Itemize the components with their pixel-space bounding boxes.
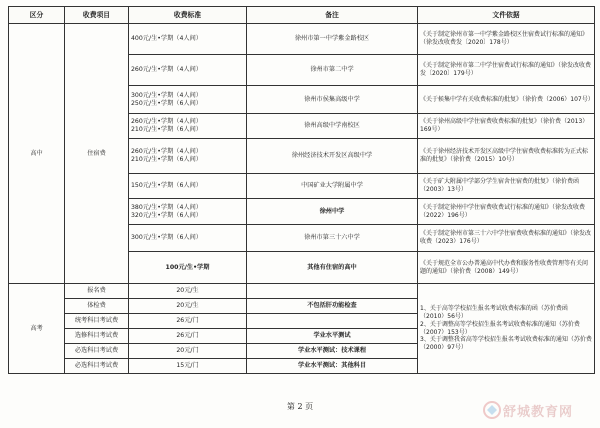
watermark-text: 舒城教育网 bbox=[503, 405, 574, 420]
remark-cell: 徐州市第一中学紫金路校区 bbox=[247, 24, 418, 55]
item-cell-lodging: 住宿费 bbox=[65, 24, 129, 284]
watermark-logo-icon bbox=[482, 400, 502, 420]
basis-cell: 《关于矿大附属中学部分学生宿舍住宿费的批复》（徐价费函（2003）13号） bbox=[418, 174, 595, 199]
remark-cell: 徐州市侯集高级中学 bbox=[247, 86, 418, 114]
header-region: 区分 bbox=[9, 7, 65, 24]
header-basis: 文件依据 bbox=[418, 7, 595, 24]
fee-line: 260元/生•学期（4人间） bbox=[131, 148, 202, 156]
fee-line: 260元/生•学期（4人间） bbox=[131, 66, 202, 74]
fee-line: 210元/生•学期（6人间） bbox=[131, 156, 202, 163]
fee-cell bbox=[129, 225, 247, 252]
fee-cell: 20元/生 bbox=[129, 284, 247, 299]
basis-cell: 《关于徐州高级中学住宿费收费标准的批复》（徐价费（2013）169号） bbox=[418, 114, 595, 139]
fee-cell bbox=[129, 24, 247, 55]
fee-cell: 26元/门 bbox=[129, 329, 247, 344]
remark-cell: 徐州中学 bbox=[247, 199, 418, 225]
fee-document bbox=[8, 6, 594, 374]
table-row bbox=[9, 284, 595, 299]
header-remark: 备注 bbox=[247, 7, 418, 24]
fee-cell: 20元/门 bbox=[129, 344, 247, 359]
basis-cell: 《关于规范全市公办普通高中代办费和服务性收费管理等有关问题的通知》（徐价费（2008）149号） bbox=[418, 252, 595, 284]
gaokao-basis-cell: 1、关于高等学校招生报名考试收费标准的函（苏价费函（2010）56号） 2、关于调整高等学校招生报名考试收费标准的通知（苏价费（2007）153号） 3、关于调整我省高等学校招生报名考试收费标准的通知（苏价费（2000）97号） bbox=[418, 284, 595, 374]
remark-cell: 其他有住宿的高中 bbox=[247, 252, 418, 284]
basis-cell: 《关于制定徐州市第三十六中学住宿费收费标准的通知》（徐发改收费（2023）176号） bbox=[418, 225, 595, 252]
watermark bbox=[480, 398, 596, 422]
remark-cell: 学业水平测试 bbox=[247, 329, 418, 344]
remark-cell: 徐州市第三十六中学 bbox=[247, 225, 418, 252]
fee-cell: 26元/门 bbox=[129, 314, 247, 329]
page-number: 第 2 页 bbox=[286, 402, 314, 411]
item-cell: 必选科目考试费 bbox=[65, 359, 129, 374]
remark-cell: 学业水平测试：技术课程 bbox=[247, 344, 418, 359]
header-row bbox=[9, 7, 595, 24]
fee-cell bbox=[129, 252, 247, 284]
fee-line: 250元/生•学期（6人间） bbox=[131, 99, 202, 107]
fee-line: 320元/生•学期（6人间） bbox=[131, 211, 202, 219]
fee-line: 150元/生•学期（6人间） bbox=[131, 182, 202, 190]
fee-line: 210元/生•学期（6人间） bbox=[131, 126, 202, 133]
region-cell-gaokao: 高考 bbox=[9, 284, 65, 374]
remark-cell: 中国矿业大学附属中学 bbox=[247, 174, 418, 199]
fee-cell: 15元/门 bbox=[129, 359, 247, 374]
basis-cell: 《关于制定徐州市第一中学紫金路校区住宿费试行标准的通知》（徐发改收费发〔2020〕178号） bbox=[418, 24, 595, 55]
basis-cell: 《关于制定徐州中学住宿费收费试行标准的通知》（徐发改收费（2022）196号） bbox=[418, 199, 595, 225]
fee-cell: 20元/生 bbox=[129, 299, 247, 314]
fee-line: 300元/生•学期（6人间） bbox=[131, 234, 202, 242]
remark-cell: 学业水平测试：其他科目 bbox=[247, 359, 418, 374]
fee-cell bbox=[129, 86, 247, 114]
fee-cell bbox=[129, 174, 247, 199]
fee-cell bbox=[129, 114, 247, 139]
fee-table bbox=[8, 6, 595, 374]
header-standard: 收费标准 bbox=[129, 7, 247, 24]
header-item: 收费项目 bbox=[65, 7, 129, 24]
basis-cell: 《关于制定徐州市第二中学住宿费试行标准的通知》（徐发改收费发〔2020〕179号） bbox=[418, 55, 595, 86]
region-cell-highschool: 高中 bbox=[9, 24, 65, 284]
basis-cell: 《关于徐州经济技术开发区高级中学住宿费收费标准转为正式标准的批复》（徐价费（2015）10号） bbox=[418, 139, 595, 174]
fee-line: 380元/生•学期（4人间） bbox=[131, 203, 202, 211]
item-cell: 报名费 bbox=[65, 284, 129, 299]
table-row bbox=[9, 24, 595, 55]
item-cell: 统考科目考试费 bbox=[65, 314, 129, 329]
remark-cell: 徐州高级中学南校区 bbox=[247, 114, 418, 139]
fee-cell bbox=[129, 55, 247, 86]
item-cell: 必选科目考试费 bbox=[65, 344, 129, 359]
fee-line: 100元/生•学期 bbox=[165, 263, 210, 271]
item-cell: 体检费 bbox=[65, 299, 129, 314]
remark-cell: 不包括肝功能检查 bbox=[247, 299, 418, 314]
fee-cell bbox=[129, 199, 247, 225]
remark-cell: 徐州市第二中学 bbox=[247, 55, 418, 86]
remark-cell bbox=[247, 284, 418, 299]
remark-cell: 徐州经济技术开发区高级中学 bbox=[247, 139, 418, 174]
remark-cell bbox=[247, 314, 418, 329]
fee-cell bbox=[129, 139, 247, 174]
fee-line: 300元/生•学期（4人间） bbox=[131, 91, 202, 99]
fee-line: 400元/生•学期（4人间） bbox=[131, 35, 202, 43]
item-cell: 选修科目考试费 bbox=[65, 329, 129, 344]
basis-cell: 《关于候集中学有关收费标准的批复》（徐价费（2006）107号） bbox=[418, 86, 595, 114]
fee-line: 260元/生•学期（4人间） bbox=[131, 118, 202, 126]
